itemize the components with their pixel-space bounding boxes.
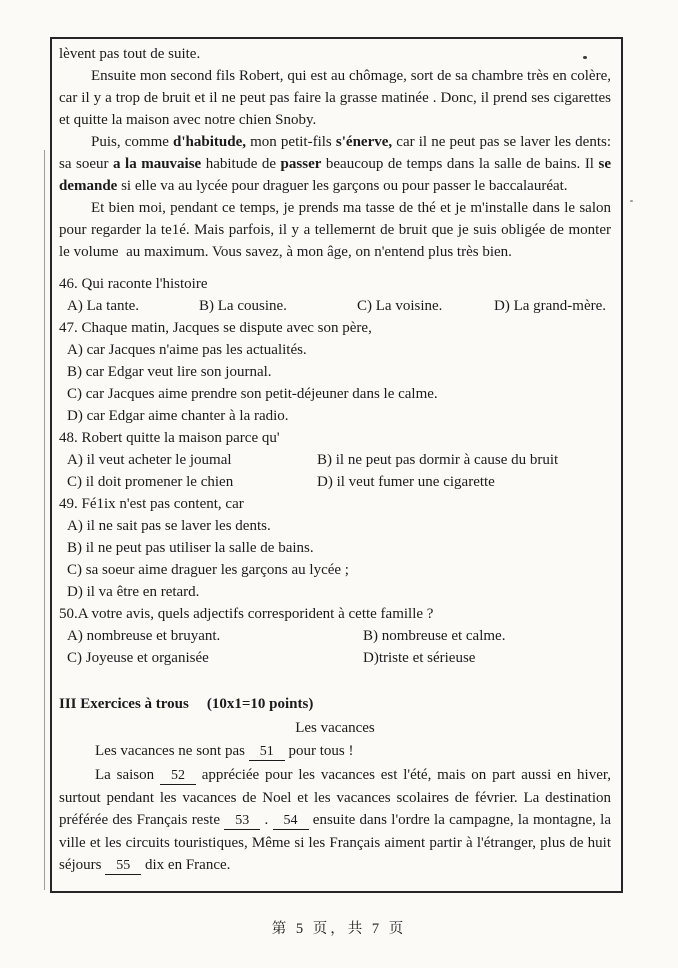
question-50-text: 50.A votre avis, quels adjectifs corresporident à cette famille ? [59, 606, 434, 622]
text-segment: lèvent pas tout de suite. [59, 46, 201, 62]
text-segment: Les vacances ne sont pas [95, 743, 249, 759]
blank-55: 55 [105, 858, 141, 875]
question-48-options [59, 449, 611, 493]
blank-51: 51 [249, 744, 285, 761]
question-49-text: 49. Fé1ix n'est pas content, car [59, 496, 244, 512]
section-points: (10x1=10 points) [206, 696, 314, 712]
passage-paragraph-3 [59, 131, 611, 197]
question-50-option-a: A) nombreuse et bruyant. [67, 628, 221, 644]
blank-53: 53 [224, 813, 260, 830]
question-47-option-d: D) car Edgar aime chanter à la radio. [67, 408, 289, 424]
question-49-option-a: A) il ne sait pas se laver les dents. [67, 518, 271, 534]
cloze-text-title: Les vacances [295, 720, 375, 736]
question-47-option-c: C) car Jacques aime prendre son petit-déjeuner dans le calme. [67, 386, 438, 402]
question-49-option-b: B) il ne peut pas utiliser la salle de bains. [67, 540, 314, 556]
page-number-footer: 第 5 页，共 7 页 [271, 921, 407, 937]
multiple-choice-questions [59, 273, 611, 669]
text-segment: Ensuite mon second fils Robert, qui est au chômage, sort de sa chambre très en colère, car il y a trop de bruit et il ne peut pas faire la grasse matinée . Donc, il prend ses cigarettes et quitte la maison avec notre chien Snoby. [59, 68, 611, 128]
scan-speck [630, 200, 633, 202]
text-segment: se demande [59, 156, 611, 194]
question-46-option-b: B) La cousine. [199, 298, 287, 314]
blank-54: 54 [273, 813, 309, 830]
reading-passage [59, 43, 611, 263]
text-segment: s'énerve, [335, 134, 393, 150]
cloze-paragraph [59, 764, 611, 877]
question-50-option-c: C) Joyeuse et organisée [67, 650, 209, 666]
text-segment: ensuite dans l'ordre la campagne, la montagne, la ville et les circuits touristiques, Même si les Français aiment partir à l'étranger, plus de huit séjours [59, 812, 611, 873]
question-47 [59, 317, 611, 427]
question-48-option-a: A) il veut acheter le joumal [67, 452, 232, 468]
question-50-option-d: D)triste et sérieuse [363, 650, 476, 666]
text-segment: . [260, 812, 273, 828]
text-segment: beaucoup de temps dans la salle de bains. Il [321, 156, 599, 172]
question-48-option-d: D) il veut fumer une cigarette [317, 474, 495, 490]
passage-paragraph-2 [59, 65, 611, 131]
passage-paragraph-1 [59, 43, 611, 65]
text-segment: car il ne peut pas se laver les dents: sa soeur [59, 134, 611, 172]
question-49-option-d: D) il va être en retard. [67, 584, 200, 600]
question-49-option-c: C) sa soeur aime draguer les garçons au lycée ; [67, 562, 349, 578]
question-46 [59, 273, 611, 317]
question-46-option-c: C) La voisine. [357, 298, 443, 314]
text-segment: habitude de [201, 156, 281, 172]
question-49-options [59, 515, 611, 603]
question-50 [59, 603, 611, 669]
blank-52: 52 [160, 768, 196, 785]
question-50-option-b: B) nombreuse et calme. [363, 628, 506, 644]
question-46-option-d: D) La grand-mère. [494, 298, 607, 314]
section-heading-line [59, 693, 611, 715]
question-46-text: 46. Qui raconte l'histoire [59, 276, 208, 292]
question-47-options [59, 339, 611, 427]
text-segment: passer [280, 156, 322, 172]
question-48-option-c: C) il doit promener le chien [67, 474, 234, 490]
question-49 [59, 493, 611, 603]
text-segment: si elle va au lycée pour draguer les garçons ou pour passer le baccalauréat. [117, 178, 568, 194]
question-50-options [59, 625, 611, 669]
question-46-options [59, 295, 611, 317]
scan-shadow-line [44, 150, 45, 890]
text-segment: dix en France. [141, 857, 231, 873]
exam-content-box [50, 37, 623, 893]
question-48-text: 48. Robert quitte la maison parce qu' [59, 430, 280, 446]
question-47-text: 47. Chaque matin, Jacques se dispute avec son père, [59, 320, 372, 336]
cloze-intro-line [59, 740, 611, 763]
question-48 [59, 427, 611, 493]
question-46-option-a: A) La tante. [67, 298, 140, 314]
text-segment: mon petit-fils [245, 134, 336, 150]
question-47-option-b: B) car Edgar veut lire son journal. [67, 364, 272, 380]
text-segment: appréciée pour les vacances est l'été, mais on part aussi en hiver, surtout pendant les vacances de Noel et les vacances scolaires de février. La destination préférée des Français reste [59, 767, 611, 828]
text-segment: pour tous ! [284, 743, 354, 759]
text-segment: La saison [95, 767, 160, 783]
question-48-option-b: B) il ne peut pas dormir à cause du bruit [317, 452, 559, 468]
text-segment: d'habitude, [173, 134, 246, 150]
passage-paragraph-4 [59, 197, 611, 263]
text-segment: Puis, comme [91, 134, 174, 150]
text-segment: Et bien moi, pendant ce temps, je prends ma tasse de thé et je m'installe dans le salon pour regarder la te1é. Mais parfois, il y a tellemernt de bruit que je suis obligée de monter le volume au maximum. Vous savez, à mon âge, on n'entend plus très bien. [59, 200, 611, 260]
section-heading: III Exercices à trous [59, 696, 189, 712]
text-segment: a la mauvaise [113, 156, 202, 172]
section-exercices-a-trous [59, 693, 611, 877]
question-47-option-a: A) car Jacques n'aime pas les actualités. [67, 342, 307, 358]
